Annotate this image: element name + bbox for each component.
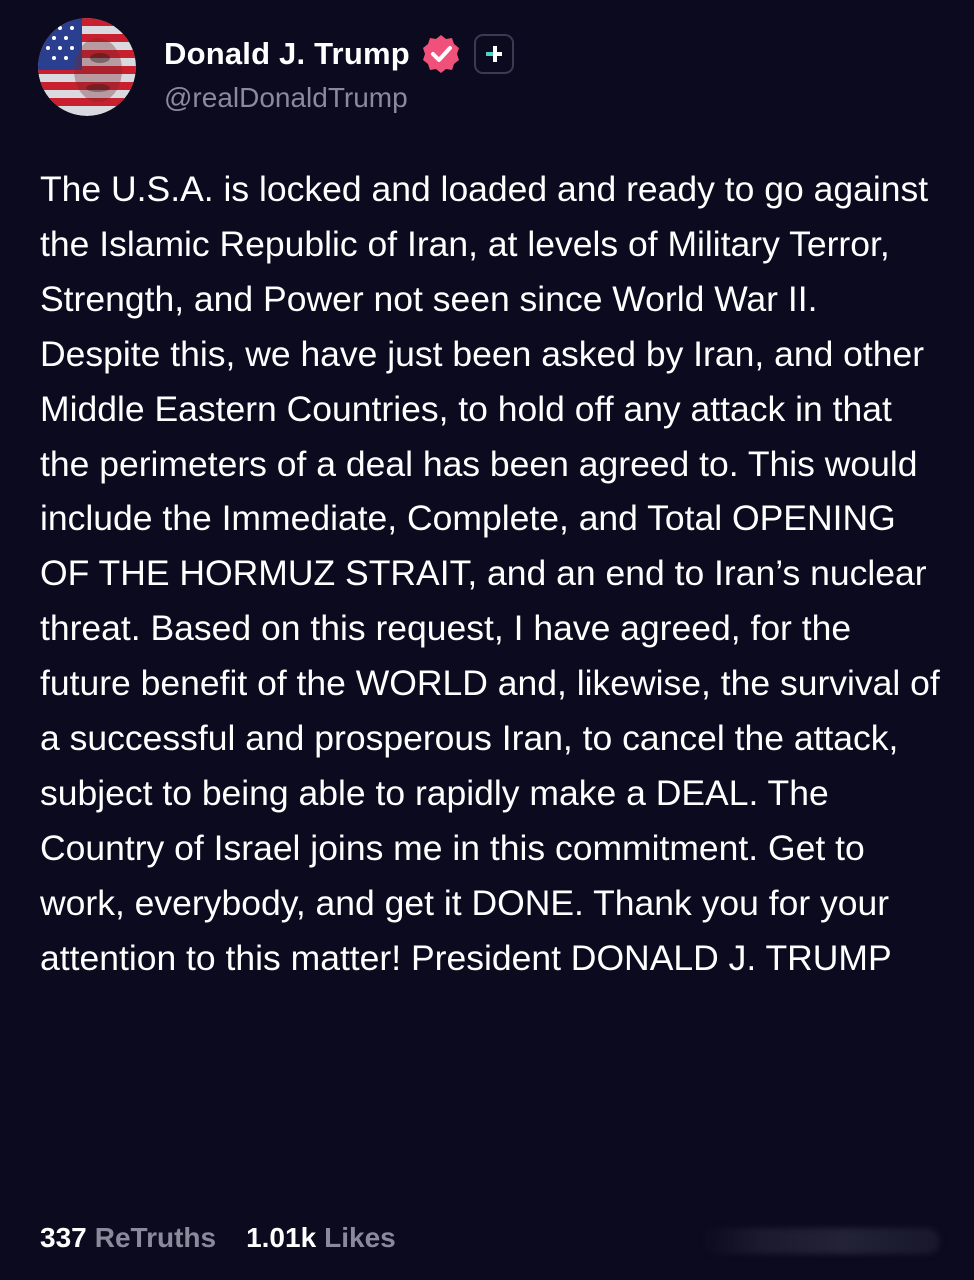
blurred-region	[700, 1228, 940, 1254]
avatar[interactable]	[38, 18, 136, 116]
post-body-text: The U.S.A. is locked and loaded and ready to go against the Islamic Republic of Iran, at levels of Military Terror, Strength, and Power not seen since World War II. Despite this, we have just been asked by Iran, and other Middle Eastern Countries, to hold off any attack in that the perimeters of a deal has been agreed to. This would include the Immediate, Complete, and Total OPENING OF THE HORMUZ STRAIT, and an end to Iran’s nuclear threat. Based on this request, I have agreed, for the future benefit of the WORLD and, likewise, the survival of a successful and prosperous Iran, to cancel the attack, subject to being able to rapidly make a DEAL. The Country of Israel joins me in this commitment. Get to work, everybody, and get it DONE. Thank you for your attention to this matter! President DONALD J. TRUMP	[40, 169, 940, 978]
retruths-stat[interactable]	[40, 1222, 216, 1254]
user-handle[interactable]: @realDonaldTrump	[164, 82, 408, 113]
retruths-label: ReTruths	[94, 1222, 217, 1253]
identity-block	[164, 32, 514, 114]
avatar-image	[38, 18, 136, 116]
post-stats	[40, 1222, 396, 1254]
name-row	[164, 32, 514, 76]
likes-count: 1.01k	[246, 1222, 317, 1253]
likes-label: Likes	[324, 1222, 396, 1253]
retruths-count: 337	[40, 1222, 87, 1253]
plus-icon	[483, 43, 505, 65]
post-header	[38, 18, 514, 116]
follow-button[interactable]	[474, 34, 514, 74]
verified-badge-icon	[420, 33, 462, 75]
display-name[interactable]: Donald J. Trump	[164, 36, 410, 71]
likes-stat[interactable]	[246, 1222, 396, 1254]
